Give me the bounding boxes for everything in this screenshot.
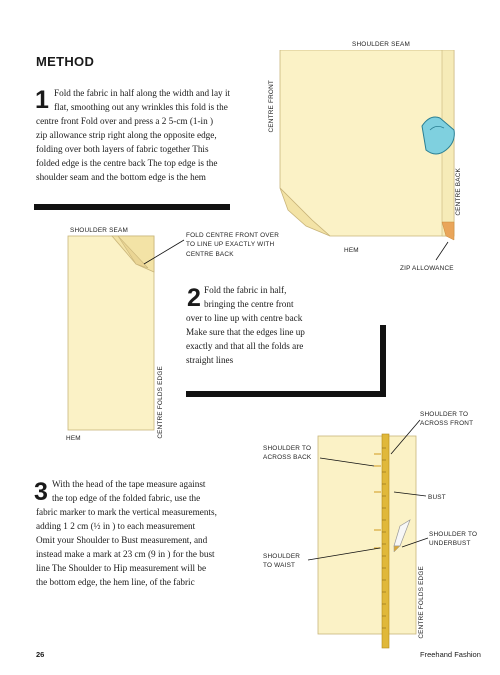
diagram1-zip-allowance-label: ZIP ALLOWANCE — [400, 265, 454, 272]
divider-bar-horizontal — [186, 391, 386, 397]
divider-bar — [34, 204, 230, 210]
diagram1-centre-back-label: CENTRE BACK — [455, 168, 462, 216]
step-1-line: Fold the fabric in half along the width and lay it — [54, 88, 231, 98]
step-1-line: centre front Fold over and press a 2 5-cm (1-in ) — [36, 116, 214, 126]
step-1-line: folding over both layers of fabric together This — [36, 144, 209, 154]
diagram3-centre-folds-edge-label: CENTRE FOLDS EDGE — [418, 566, 425, 639]
step-3-line: adding 1 2 cm (½ in ) to each measurement — [36, 521, 196, 531]
diagram2-hem-label: HEM — [66, 435, 81, 442]
fold-note-line: CENTRE BACK — [186, 250, 234, 258]
diagram1-shoulder-seam-label: SHOULDER SEAM — [352, 41, 410, 48]
label-line: UNDERBUST — [429, 540, 471, 548]
step-2-number: 2 — [187, 284, 201, 312]
diagram1-folded-fabric — [270, 50, 470, 265]
step-2-line: bringing the centre front — [204, 299, 294, 309]
diagram2-folded-fabric — [66, 234, 186, 434]
fold-note-line: TO LINE UP EXACTLY WITH — [186, 241, 275, 249]
diagram3-measuring-fabric — [260, 400, 460, 650]
label-line: ACROSS FRONT — [420, 420, 474, 428]
divider-bar-vertical — [380, 325, 386, 397]
method-heading: METHOD — [36, 54, 95, 69]
diagram2-fold-note — [186, 231, 279, 259]
step-1-line: shoulder seam and the bottom edge is the hem — [36, 172, 206, 182]
step-2-line: exactly and that all the folds are — [186, 341, 304, 351]
step-2-line: over to line up with centre back — [186, 313, 303, 323]
step-2-text-continued — [186, 311, 305, 367]
step-3-line: line The Shoulder to Hip measurement will be — [36, 563, 207, 573]
page-number: 26 — [36, 650, 45, 659]
step-2-text — [204, 283, 294, 311]
label-line: ACROSS BACK — [263, 454, 312, 462]
step-3-number: 3 — [34, 478, 48, 506]
diagram2-shoulder-seam-label: SHOULDER SEAM — [70, 227, 128, 234]
step-1-line: flat, smoothing out any wrinkles this fold is the — [54, 102, 228, 112]
fold-note-line: FOLD CENTRE FRONT OVER — [186, 232, 280, 239]
label-line: TO WAIST — [263, 562, 296, 570]
step-3-line: With the head of the tape measure against — [52, 479, 206, 489]
label-line: SHOULDER TO — [420, 411, 469, 418]
step-3-text-continued — [36, 505, 217, 589]
zip-allowance-arrow — [436, 242, 448, 260]
step-2-line: Make sure that the edges line up — [186, 327, 305, 337]
bust-label: BUST — [428, 494, 446, 501]
step-2-line: straight lines — [186, 355, 234, 365]
diagram2-centre-folds-edge-label: CENTRE FOLDS EDGE — [157, 366, 164, 439]
step-1-number: 1 — [35, 86, 49, 114]
diagram1-hem-label: HEM — [344, 247, 359, 254]
book-title: Freehand Fashion — [420, 650, 481, 659]
step-1-line: folded edge is the centre back The top edge is the — [36, 158, 218, 168]
label-line: SHOULDER TO — [263, 445, 312, 452]
step-3-line: instead make a mark at 23 cm (9 in ) for the bust — [36, 549, 215, 559]
diagram1-centre-front-label: CENTRE FRONT — [268, 80, 275, 133]
step-2-line: Fold the fabric in half, — [204, 285, 287, 295]
step-1-text — [54, 86, 230, 114]
step-3-line: Omit your Shoulder to Bust measurement, and — [36, 535, 208, 545]
label-line: SHOULDER TO — [429, 531, 478, 538]
step-1-line: zip allowance strip right along the opposite edge, — [36, 130, 217, 140]
step-1-text-continued — [36, 114, 217, 184]
step-3-line: fabric marker to mark the vertical measurements, — [36, 507, 217, 517]
step-3-line: the top edge of the folded fabric, use the — [52, 493, 201, 503]
step-3-text — [52, 477, 205, 505]
step-3-line: the bottom edge, the hem line, of the fabric — [36, 577, 195, 587]
label-line: SHOULDER — [263, 553, 301, 560]
